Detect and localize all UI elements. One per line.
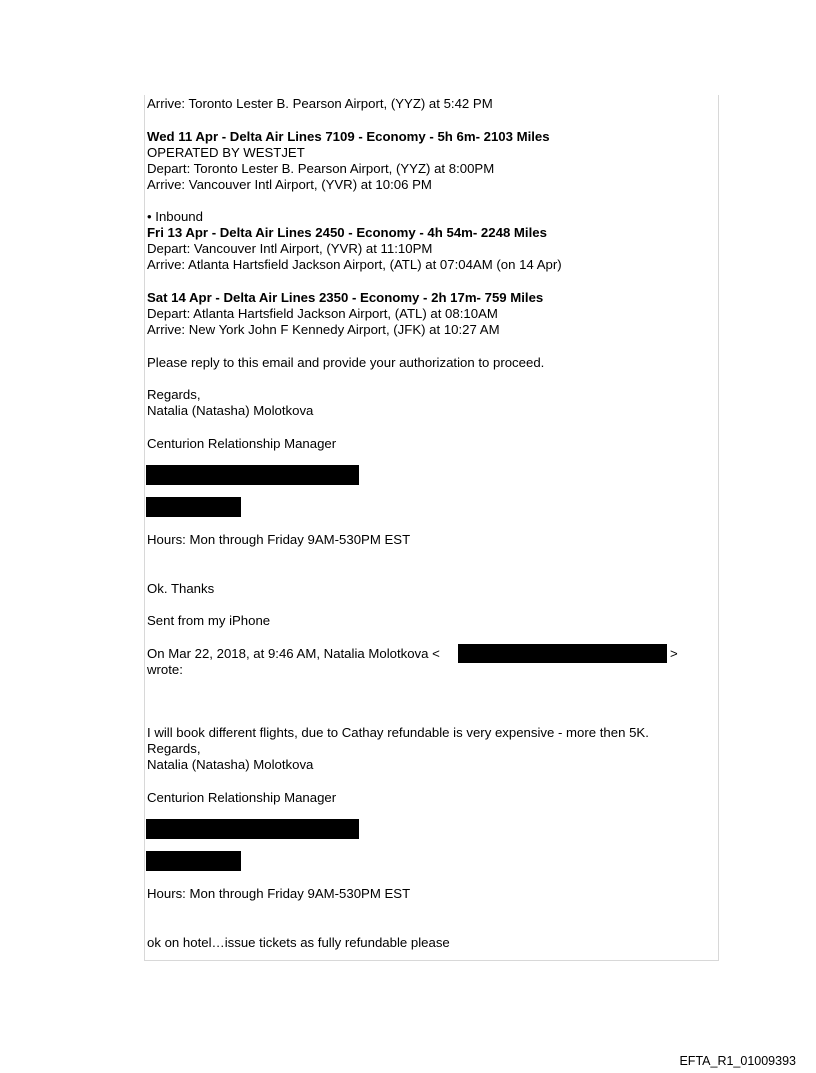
flight3-depart: Depart: Vancouver Intl Airport, (YVR) at 11:10PM: [147, 241, 433, 256]
quote-wrote: wrote:: [147, 662, 183, 677]
signer-title-1: Centurion Relationship Manager: [147, 436, 337, 451]
document-id: EFTA_R1_01009393: [679, 1054, 796, 1068]
flight2-header: Wed 11 Apr - Delta Air Lines 7109 - Economy - 5h 6m- 2103 Miles: [147, 129, 550, 144]
redaction-block: [146, 819, 359, 839]
signer-title-2: Centurion Relationship Manager: [147, 790, 337, 805]
flight2-operated: OPERATED BY WESTJET: [147, 145, 305, 160]
reply-request: Please reply to this email and provide your authorization to proceed.: [147, 355, 545, 370]
quote-header-suffix: >: [670, 646, 678, 661]
ok-hotel-line: ok on hotel…issue tickets as fully refundable please: [147, 935, 450, 950]
flight4-header: Sat 14 Apr - Delta Air Lines 2350 - Economy - 2h 17m- 759 Miles: [147, 290, 544, 305]
hours-2: Hours: Mon through Friday 9AM-530PM EST: [147, 886, 411, 901]
flight3-header: Fri 13 Apr - Delta Air Lines 2450 - Economy - 4h 54m- 2248 Miles: [147, 225, 547, 240]
redaction-block: [458, 644, 667, 663]
hours-1: Hours: Mon through Friday 9AM-530PM EST: [147, 532, 411, 547]
ok-thanks: Ok. Thanks: [147, 581, 215, 596]
flight4-depart: Depart: Atlanta Hartsfield Jackson Airport, (ATL) at 08:10AM: [147, 306, 498, 321]
quote-header-line: [147, 646, 440, 662]
regards-1: Regards,: [147, 387, 201, 402]
signer-name-2: Natalia (Natasha) Molotkova: [147, 757, 314, 772]
flight3-arrive: Arrive: Atlanta Hartsfield Jackson Airport, (ATL) at 07:04AM (on 14 Apr): [147, 257, 562, 272]
signer-name-1: Natalia (Natasha) Molotkova: [147, 403, 314, 418]
inbound-label: • Inbound: [147, 209, 203, 224]
book-different-line: I will book different flights, due to Cathay refundable is very expensive - more then 5K.: [147, 725, 649, 740]
redaction-block: [146, 851, 241, 871]
flight2-depart: Depart: Toronto Lester B. Pearson Airport, (YYZ) at 8:00PM: [147, 161, 495, 176]
flight2-arrive: Arrive: Vancouver Intl Airport, (YVR) at 10:06 PM: [147, 177, 432, 192]
regards-2: Regards,: [147, 741, 201, 756]
quote-header-prefix: On Mar 22, 2018, at 9:46 AM, Natalia Molotkova <: [147, 646, 440, 661]
arrive-toronto-line: Arrive: Toronto Lester B. Pearson Airport, (YYZ) at 5:42 PM: [147, 96, 493, 111]
sent-from-iphone: Sent from my iPhone: [147, 613, 271, 628]
flight4-arrive: Arrive: New York John F Kennedy Airport, (JFK) at 10:27 AM: [147, 322, 500, 337]
redaction-block: [146, 497, 241, 517]
redaction-block: [146, 465, 359, 485]
